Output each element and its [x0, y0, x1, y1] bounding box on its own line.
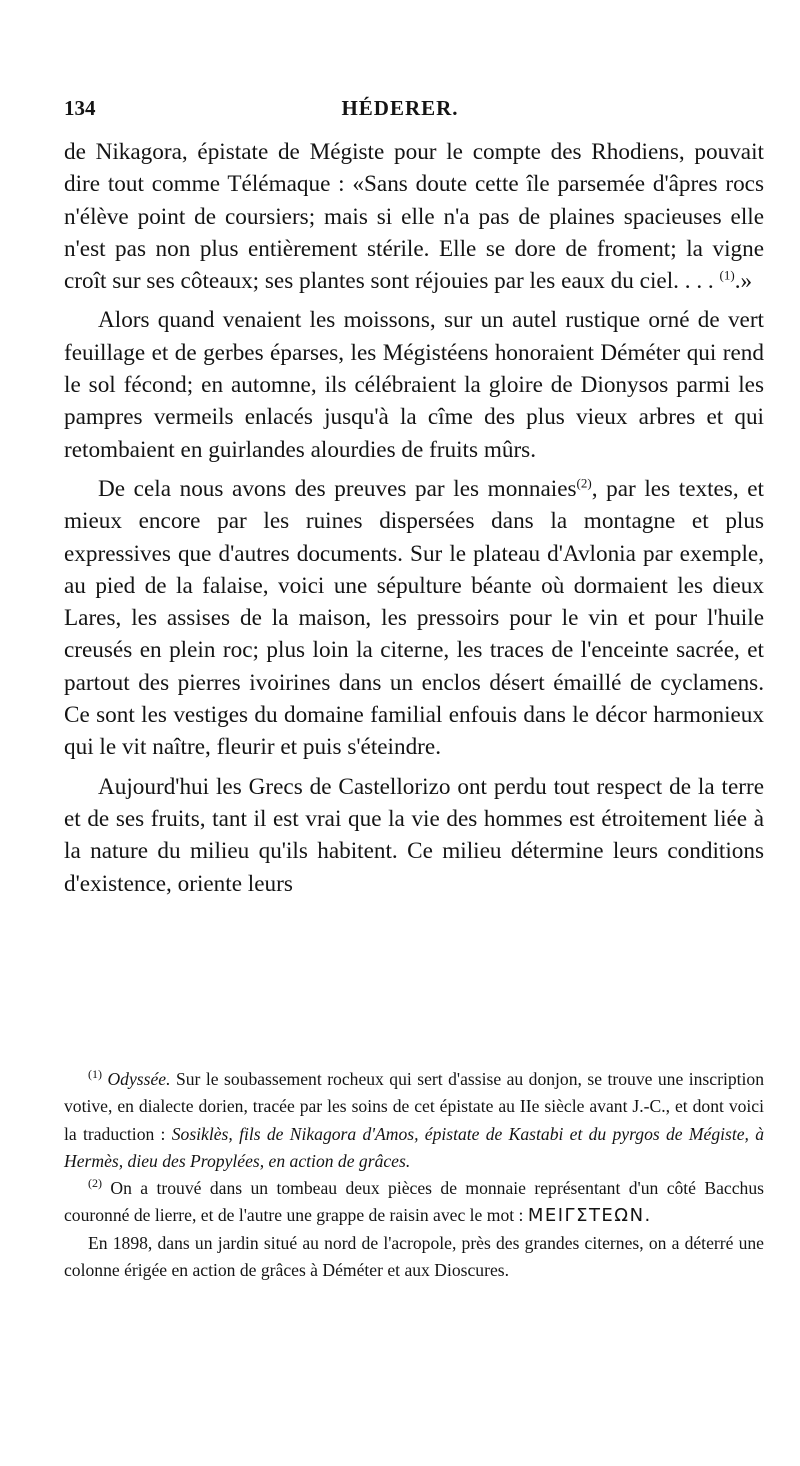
footnote-2-marker: (2) [88, 1176, 102, 1191]
paragraph-1 [64, 136, 764, 297]
page-number: 134 [64, 96, 96, 120]
paragraph-1-text: de Nikagora, épistate de Mégiste pour le compte des Rhodiens, pouvait dire tout comme Télémaque : «Sans doute cette île parsemée d'âpres rocs n'élève point de coursiers; mais si elle n'a pas de plaines spacieuses elle n'est pas non plus entièrement stérile. Elle se dore de froment; la vigne croît sur ses côteaux; ses plantes sont réjouies par les eaux du ciel. . . . [64, 139, 764, 295]
footnote-1-marker: (1) [88, 1067, 102, 1082]
paragraph-3 [64, 473, 764, 764]
footnotes [64, 1066, 764, 1284]
paragraph-4: Aujourd'hui les Grecs de Castellorizo ont perdu tout respect de la terre et de ses fruits, tant il est vrai que la vie des hommes est étroitement liée à la nature du milieu qu'ils habitent. Ce milieu détermine leurs conditions d'existence, oriente leurs [64, 773, 764, 897]
quote-end: .» [734, 268, 753, 295]
running-title: HÉDERER. [341, 96, 459, 120]
footnote-ref-1: (1) [719, 267, 735, 283]
footnote-3: En 1898, dans un jardin situé au nord de l'acropole, près des grandes citernes, on a déterré une colonne érigée en action de grâces à Déméter et aux Dioscures. [64, 1232, 764, 1281]
page-header [64, 96, 736, 126]
footnote-1-text: Sur le soubassement rocheux qui sert d'assise au donjon, se trouve une inscription votive, en dialecte dorien, tracée par les soins de cet épistate au IIe siècle avant J.-C., et dont voici la traduction : [64, 1069, 764, 1144]
footnote-1-inscription: Sosiklès, fils de Nikagora d'Amos, épistate de Kastabi et du pyrgos de Mégiste, à Hermès, dieu des Propylées, en action de grâces. [64, 1123, 765, 1171]
paragraph-3-text-b: , par les textes, et mieux encore par les ruines dispersées dans la montagne et plus expressives que d'autres documents. Sur le plateau d'Avlonia par exemple, au pied de la falaise, voici une sépulture béante où dormaient les dieux Lares, les assises de la maison, les pressoirs pour le vin et pour l'huile creusés en plein roc; plus loin la citerne, les traces de l'enceinte sacrée, et partout des pierres ivoirines dans un enclos désert émaillé de cyclamens. Ce sont les vestiges du domaine familial enfouis dans le décor harmonieux qui le vit naître, fleurir et puis s'éteindre. [64, 475, 764, 761]
paragraph-2: Alors quand venaient les moissons, sur un autel rustique orné de vert feuillage et de gerbes éparses, les Mégistéens honoraient Déméter qui rend le sol fécond; en automne, ils célébraient la gloire de Dionysos parmi les pampres vermeils enlacés jusqu'à la cîme des plus vieux arbres et qui retombaient en guirlandes alourdies de fruits mûrs. [64, 307, 764, 463]
greek-legend: ΜΕΙΓΣΤΕΩΝ. [527, 1205, 652, 1227]
footnote-2 [64, 1175, 764, 1230]
footnote-1-title: Odyssée. [107, 1069, 171, 1089]
paragraph-3-text-a: De cela nous avons des preuves par les monnaies [98, 475, 577, 502]
body-text [64, 136, 764, 907]
footnote-1 [64, 1066, 764, 1175]
footnote-2-text: On a trouvé dans un tombeau deux pièces de monnaie représentant d'un côté Bacchus couronné de lierre, et de l'autre une grappe de raisin avec le mot : [64, 1178, 764, 1226]
footnote-ref-2: (2) [576, 475, 592, 491]
